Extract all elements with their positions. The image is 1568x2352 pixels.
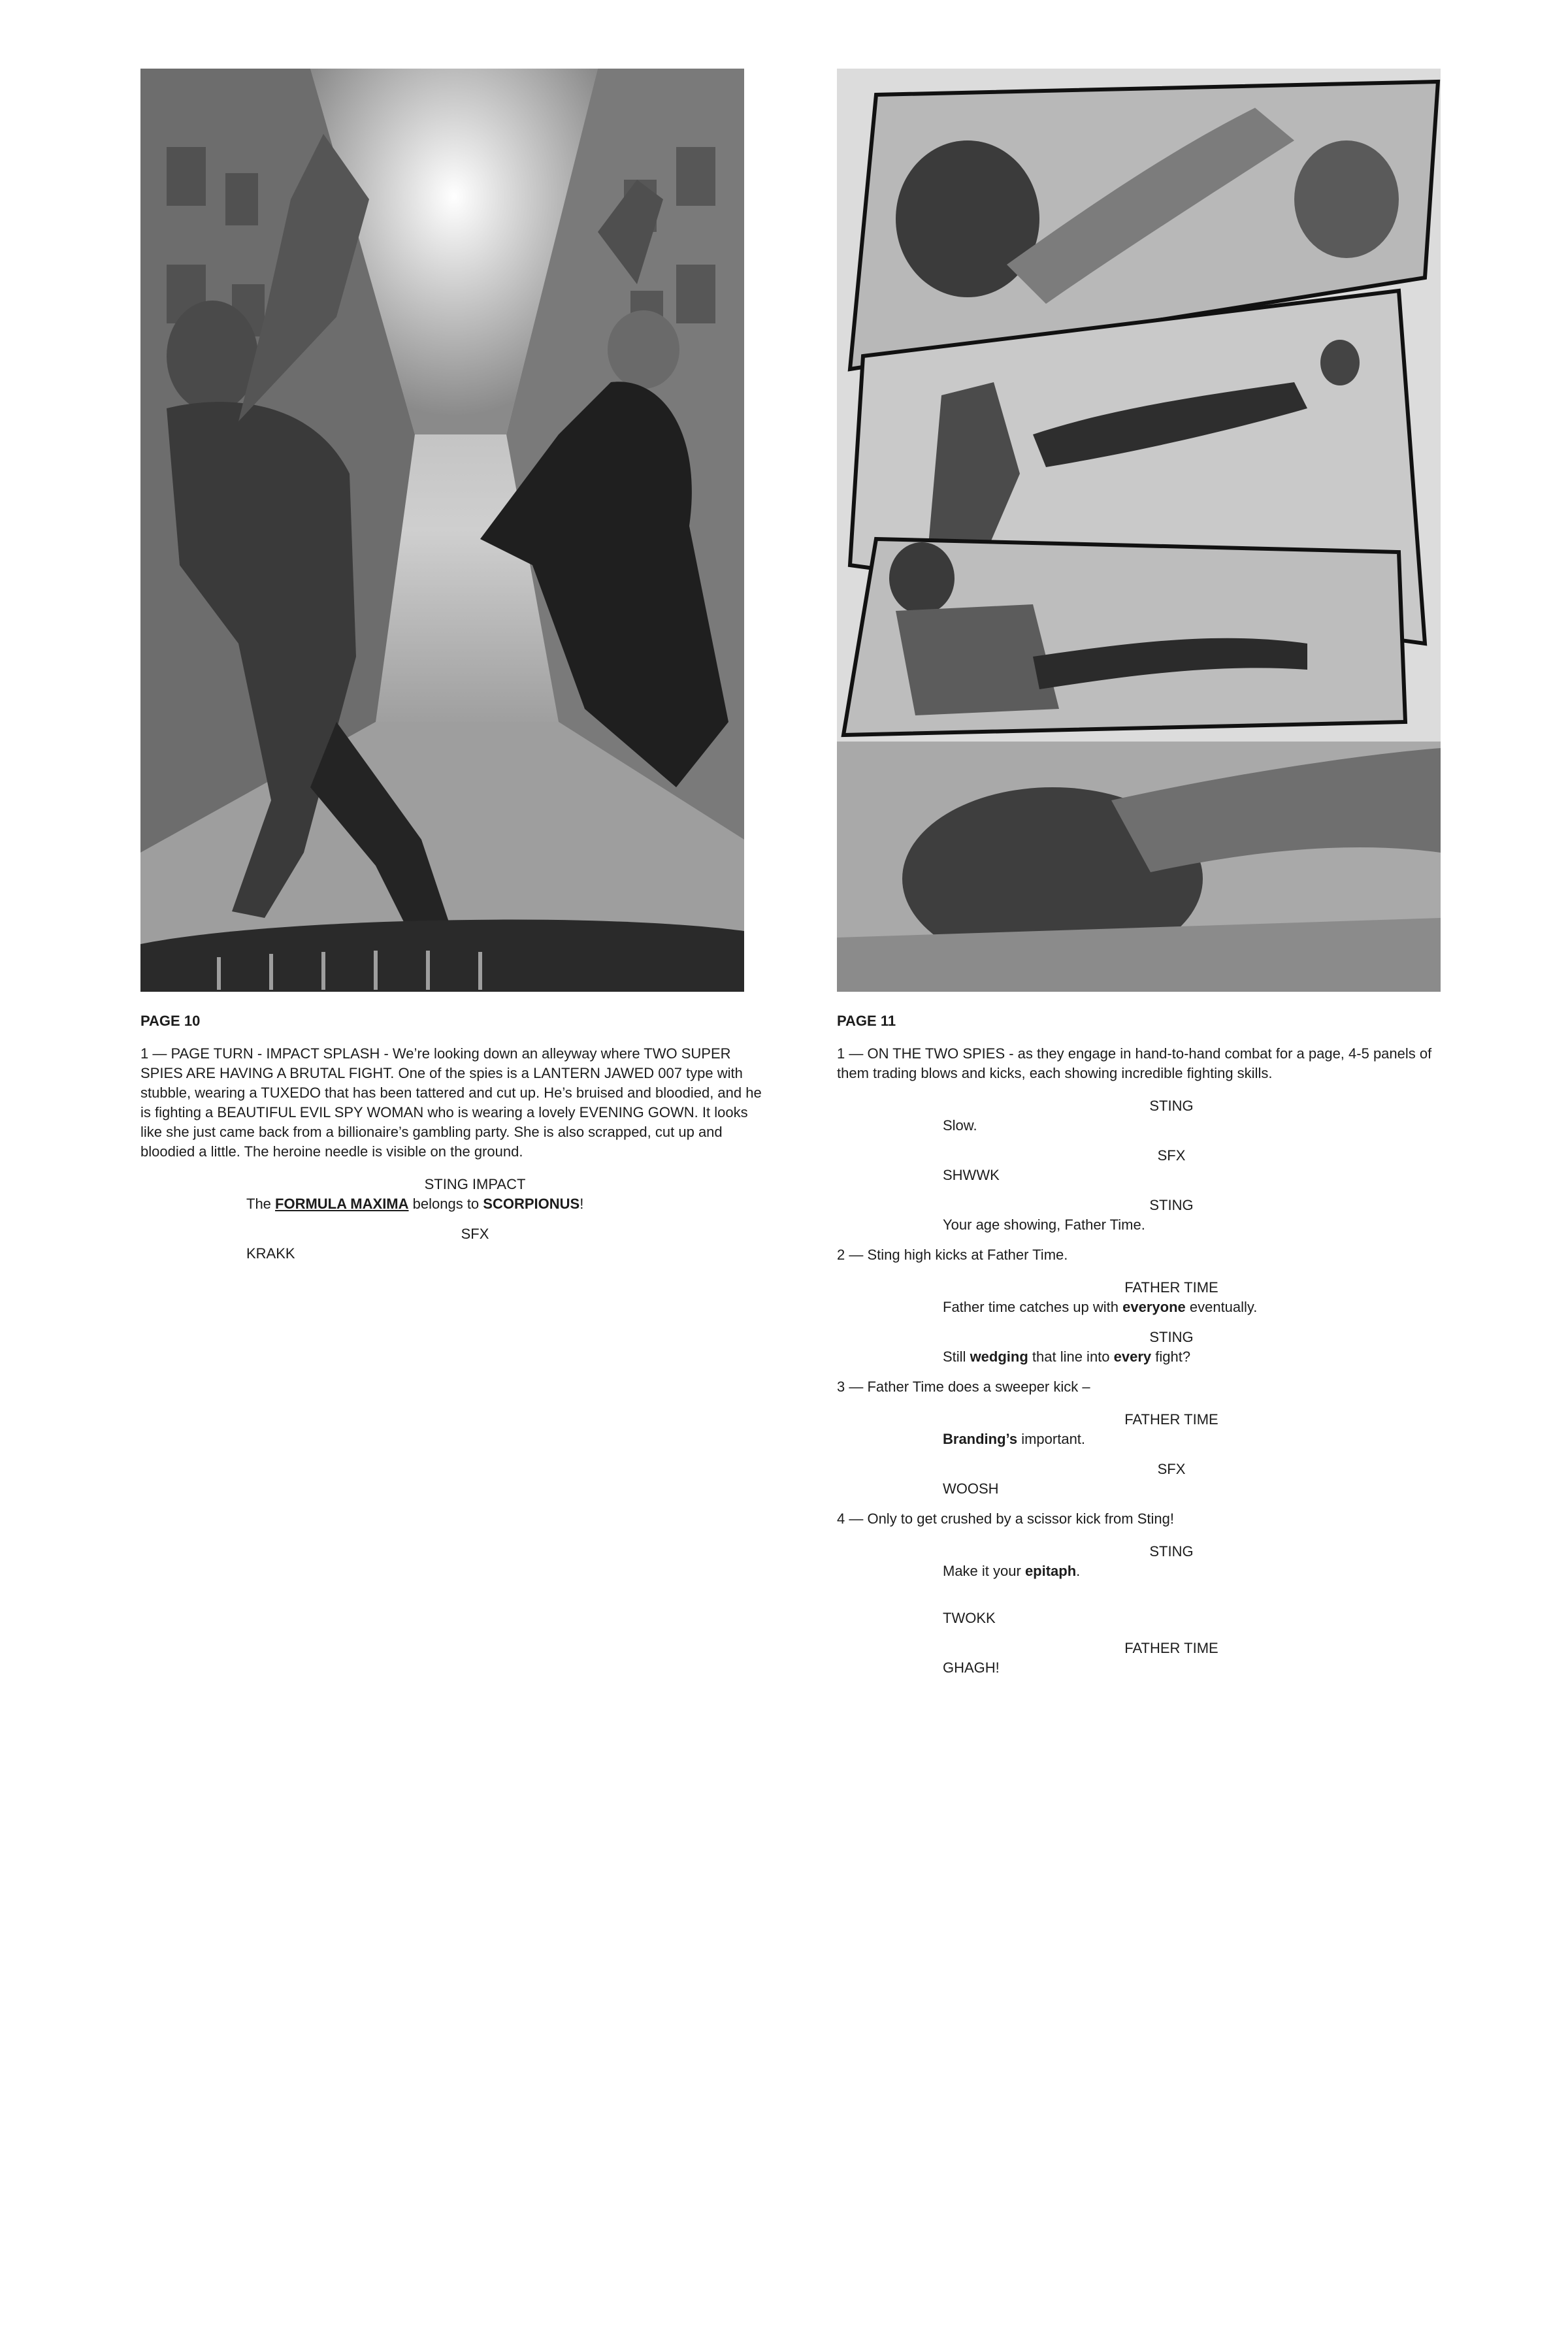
page-10-splash-art — [140, 69, 744, 992]
speaker-sting: STING — [1149, 1543, 1194, 1560]
dialog-emphasis: SCORPIONUS — [483, 1196, 580, 1212]
dialog-ghagh: GHAGH! — [943, 1659, 1000, 1676]
dialog-age-showing: Your age showing, Father Time. — [943, 1217, 1145, 1233]
fight-sequence-panels — [837, 69, 1441, 992]
dialog-emphasis: FORMULA MAXIMA — [275, 1196, 409, 1212]
dialog-text: Still — [943, 1348, 970, 1365]
panel-1-description: 1 — PAGE TURN - IMPACT SPLASH - We’re looking down an alleyway where TWO SUPER SPIES ARE HAVING A BRUTAL FIGHT. One of the spies is a LANTERN JAWED 007 type with stubble, wearing a TUXEDO that has been tattered and cut up. He’s bruised and bloodied, and he is fighting a BEAUTIFUL EVIL SPY WOMAN who is wearing a lovely EVENING GOWN. It looks like she just came back from a billionaire’s gambling party. She is also scrapped, cut up and bloodied a little. The heroine needle is visible on the ground. — [140, 1045, 762, 1160]
alley-fight-illustration — [140, 69, 744, 992]
dialog-text: Make it your — [943, 1563, 1025, 1579]
page-11-panel-art — [837, 69, 1441, 992]
speaker-sting: STING — [1149, 1197, 1194, 1213]
dialog-text: belongs to — [408, 1196, 483, 1212]
dialog-text: that line into — [1028, 1348, 1114, 1365]
spacer — [837, 1592, 1464, 1609]
dialog-slow: Slow. — [943, 1117, 977, 1134]
dialog-text: fight? — [1151, 1348, 1191, 1365]
page-10-script — [140, 1011, 768, 1274]
sfx-krakk: KRAKK — [246, 1245, 295, 1262]
dialog-still-wedging — [943, 1347, 1464, 1367]
sfx-twokk: TWOKK — [943, 1610, 996, 1626]
page-title: PAGE 10 — [140, 1013, 201, 1029]
dialog-emphasis: Branding’s — [943, 1431, 1018, 1447]
sfx-woosh: WOOSH — [943, 1480, 999, 1497]
dialog-text: . — [1076, 1563, 1081, 1579]
speaker-sting: STING — [1149, 1329, 1194, 1345]
speaker-father-time: FATHER TIME — [1124, 1640, 1218, 1656]
dialog-text: The — [246, 1196, 276, 1212]
dialog-branding — [943, 1429, 1464, 1449]
speaker-sfx: SFX — [1157, 1147, 1186, 1164]
dialog-catches-up — [943, 1298, 1464, 1317]
speaker-father-time: FATHER TIME — [1124, 1411, 1218, 1428]
speaker-sfx: SFX — [1157, 1461, 1186, 1477]
speaker-father-time: FATHER TIME — [1124, 1279, 1218, 1296]
dialog-line-formula — [246, 1194, 768, 1214]
dialog-text: Father time catches up with — [943, 1299, 1123, 1315]
page-11-script — [837, 1011, 1464, 1688]
dialog-text: important. — [1017, 1431, 1086, 1447]
dialog-emphasis: wedging — [970, 1348, 1028, 1365]
page-title: PAGE 11 — [837, 1013, 896, 1029]
dialog-text: eventually. — [1185, 1299, 1258, 1315]
dialog-emphasis: epitaph — [1024, 1563, 1077, 1579]
speaker-sting: STING — [1149, 1098, 1194, 1114]
dialog-epitaph — [943, 1561, 1464, 1581]
panel-3-description: 3 — Father Time does a sweeper kick – — [837, 1379, 1090, 1395]
dialog-text: ! — [580, 1196, 584, 1212]
dialog-emphasis: everyone — [1122, 1299, 1186, 1315]
dialog-emphasis: every — [1113, 1348, 1152, 1365]
panel-1-description: 1 — ON THE TWO SPIES - as they engage in hand-to-hand combat for a page, 4-5 panels of them trading blows and kicks, each showing incredible fighting skills. — [837, 1045, 1432, 1081]
speaker-sfx: SFX — [461, 1226, 489, 1242]
sfx-shwwk: SHWWK — [943, 1167, 1000, 1183]
speaker-sting-impact: STING IMPACT — [424, 1176, 526, 1192]
panel-4-description: 4 — Only to get crushed by a scissor kick from Sting! — [837, 1511, 1174, 1527]
panel-2-description: 2 — Sting high kicks at Father Time. — [837, 1247, 1068, 1263]
